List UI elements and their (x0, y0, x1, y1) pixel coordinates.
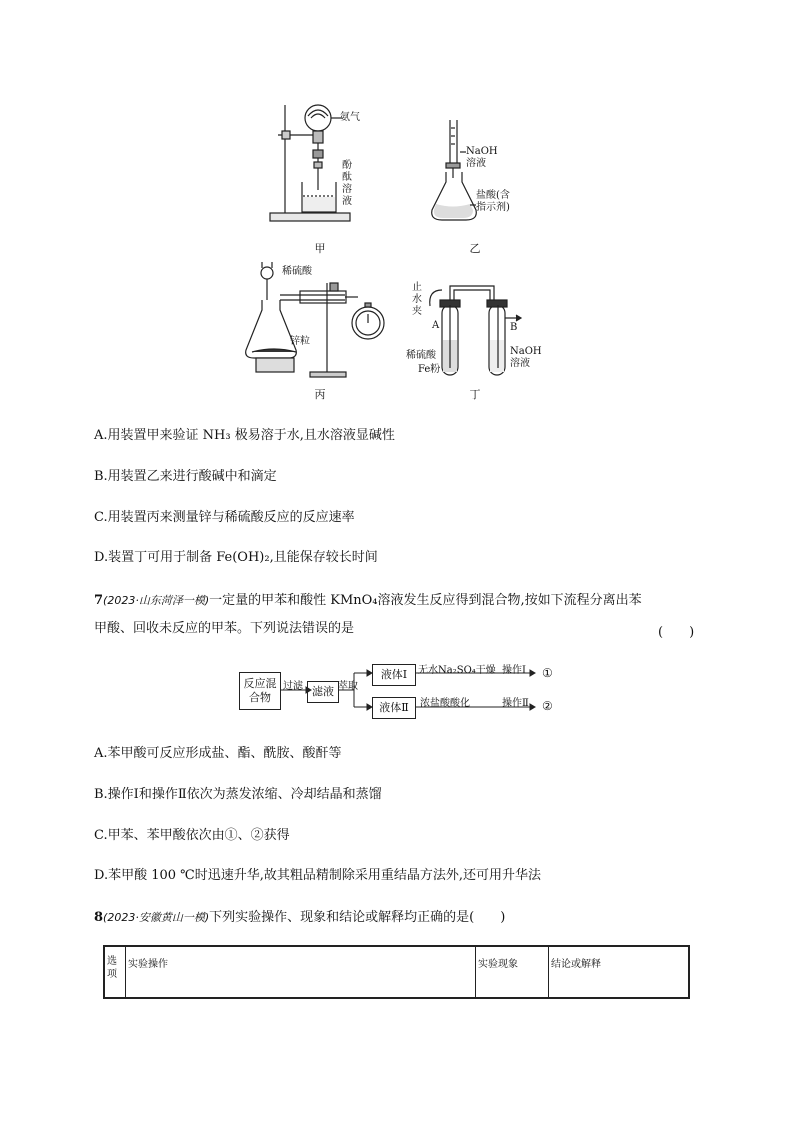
flow-box-mixture-line1: 反应混 (243, 677, 277, 690)
ding-caption: 丁 (469, 388, 481, 401)
flow-label-acidify: 浓盐酸酸化 (420, 698, 470, 709)
bing-zinc-label: 锌粒 (290, 336, 310, 347)
flow-label-extract: 萃取 (338, 681, 358, 692)
q8-table-header-row (104, 946, 689, 998)
jia-solution-label-2: 酞 (342, 172, 352, 183)
q8-stem-text: 下列实验操作、现象和结论或解释均正确的是( ) (209, 910, 506, 925)
jia-caption: 甲 (314, 242, 326, 255)
jia-base (270, 213, 350, 221)
bing-acid-label: 稀硫酸 (282, 266, 312, 277)
flow-label-op2: 操作Ⅱ (502, 698, 529, 709)
flow-output-2: ② (542, 699, 553, 713)
q7-option-b[interactable]: B.操作Ⅰ和操作Ⅱ依次为蒸发浓缩、冷却结晶和蒸馏 (94, 787, 382, 802)
q8-header-phenomenon: 实验现象 (476, 946, 549, 998)
jia-gas-label: 氨气 (340, 112, 360, 123)
jia-solution-label-3: 溶 (342, 184, 352, 195)
flow-box-liquid-2: 液体Ⅱ (372, 697, 416, 719)
apparatus-drawing (0, 0, 794, 410)
jia-flask (305, 105, 331, 131)
yi-acid-label-2: 指示剂) (476, 202, 510, 213)
q7-option-d[interactable]: D.苯甲酸 100 ℃时迅速升华,故其粗品精制除采用重结晶方法外,还可用升华法 (94, 868, 541, 883)
q6-option-a[interactable]: A.用装置甲来验证 NH₃ 极易溶于水,且水溶液显碱性 (94, 428, 395, 443)
q7-stem-line1 (94, 593, 642, 609)
ding-clamp-label-1: 止 (412, 282, 422, 293)
yi-caption: 乙 (469, 242, 481, 255)
q8-number: 8 (94, 910, 104, 925)
ding-naoh-label-2: 溶液 (510, 358, 530, 369)
q8-stem (94, 910, 505, 926)
q7-option-c[interactable]: C.甲苯、苯甲酸依次由①、②获得 (94, 828, 290, 843)
q6-option-b[interactable]: B.用装置乙来进行酸碱中和滴定 (94, 469, 277, 484)
q7-source: (2023·山东菏泽一模) (103, 594, 210, 607)
ding-a-label: A (432, 320, 440, 331)
yi-naoh-label-1: NaOH (466, 146, 498, 157)
flow-box-mixture-line2: 合物 (249, 691, 271, 704)
q7-stem-line2: 甲酸、回收未反应的甲苯。下列说法错误的是 (94, 621, 355, 636)
flow-box-liquid-1: 液体Ⅰ (372, 664, 416, 686)
ding-acid-label: 稀硫酸 (406, 350, 436, 361)
q8-header-operation: 实验操作 (126, 946, 476, 998)
yi-naoh-label-2: 溶液 (466, 158, 486, 169)
flow-output-1: ① (542, 666, 553, 680)
q7-option-a[interactable]: A.苯甲酸可反应形成盐、酯、酰胺、酸酐等 (94, 746, 342, 761)
yi-acid-label-1: 盐酸(含 (476, 190, 510, 201)
q8-header-conclusion: 结论或解释 (549, 946, 690, 998)
bing-heater (256, 358, 294, 372)
q7-number: 7 (94, 593, 104, 608)
flow-label-dry: 无水Na₂SO₄干燥 (418, 665, 496, 676)
q6-option-c[interactable]: C.用装置丙来测量锌与稀硫酸反应的反应速率 (94, 510, 355, 525)
ding-naoh-label-1: NaOH (510, 346, 542, 357)
q8-header-option: 选项 (104, 946, 126, 998)
ding-clamp-label-2: 水 (412, 294, 422, 305)
flow-box-filtrate: 滤液 (307, 681, 339, 703)
q7-answer-bracket: ( ) (658, 625, 695, 640)
jia-solution-label-4: 液 (342, 196, 352, 207)
bing-syringe (300, 291, 346, 303)
q7-stem-text-1: 一定量的甲苯和酸性 KMnO₄溶液发生反应得到混合物,按如下流程分离出苯 (209, 593, 642, 608)
jia-solution-label-1: 酚 (342, 160, 352, 171)
ding-fe-label: Fe粉 (418, 364, 441, 375)
q8-source: (2023·安徽黄山一模) (103, 911, 210, 924)
flow-label-filter: 过滤 (283, 681, 303, 692)
bing-funnel (261, 267, 273, 279)
flow-label-op1: 操作Ⅰ (502, 665, 526, 676)
ding-clamp-label-3: 夹 (412, 306, 422, 317)
bing-caption: 丙 (314, 388, 326, 401)
q8-table (103, 945, 690, 999)
ding-b-label: B (510, 322, 518, 333)
q6-option-d[interactable]: D.装置丁可用于制备 Fe(OH)₂,且能保存较长时间 (94, 550, 378, 565)
